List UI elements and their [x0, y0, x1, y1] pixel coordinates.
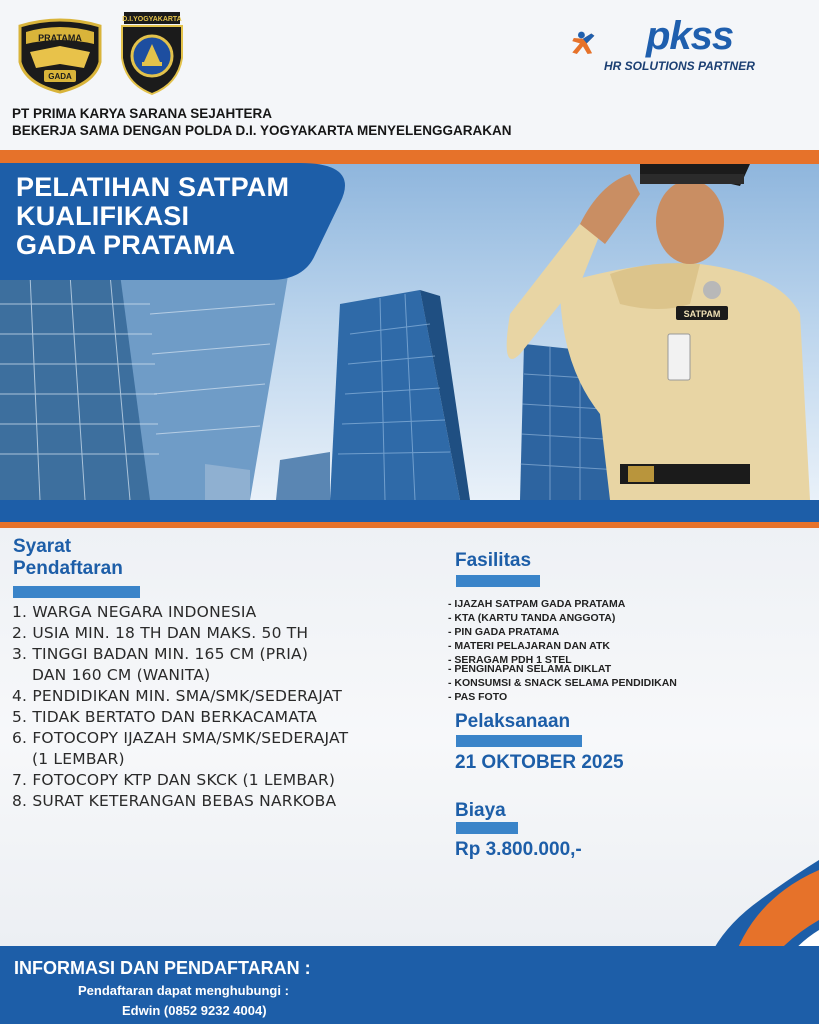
schedule-underline: [456, 735, 582, 747]
facility-item: - PENGINAPAN SELAMA DIKLAT: [448, 663, 612, 675]
requirement-item-continuation: (1 LEMBAR): [32, 750, 125, 768]
satpam-badge: SATPAM: [683, 309, 721, 319]
gada-logo-top-text: PRATAMA: [38, 33, 82, 43]
facility-item: - PAS FOTO: [448, 691, 508, 703]
cost-underline: [456, 822, 518, 834]
cost-title: Biaya: [455, 800, 506, 821]
title-line-2: KUALIFIKASI: [16, 201, 190, 231]
requirement-item: 1. WARGA NEGARA INDONESIA: [12, 603, 257, 621]
blue-divider: [0, 500, 819, 522]
pkss-brand-name: pkss: [646, 14, 734, 58]
polda-diy-logo: [118, 10, 186, 96]
requirement-item: 2. USIA MIN. 18 TH DAN MAKS. 50 TH: [12, 624, 309, 642]
footer-contact-intro: Pendaftaran dapat menghubungi :: [78, 983, 289, 998]
requirements-title-line2: Pendaftaran: [13, 558, 123, 579]
facility-item: - KTA (KARTU TANDA ANGGOTA): [448, 612, 616, 624]
polda-logo-text: D.I.YOGYAKARTA: [122, 16, 182, 23]
facility-item: - MATERI PELAJARAN DAN ATK: [448, 640, 610, 652]
footer-contact-person[interactable]: Edwin (0852 9232 4004): [122, 1003, 267, 1018]
gada-pratama-logo: [14, 18, 106, 94]
requirement-item: 8. SURAT KETERANGAN BEBAS NARKOBA: [12, 792, 337, 810]
requirements-title-line1: Syarat: [13, 536, 72, 557]
requirement-item: 5. TIDAK BERTATO DAN BERKACAMATA: [12, 708, 318, 726]
requirement-item: 6. FOTOCOPY IJAZAH SMA/SMK/SEDERAJAT: [12, 729, 349, 747]
requirement-item: 3. TINGGI BADAN MIN. 165 CM (PRIA): [12, 645, 309, 663]
title-line-3: GADA PRATAMA: [16, 230, 236, 260]
facility-item: - PIN GADA PRATAMA: [448, 626, 560, 638]
orange-divider: [0, 150, 819, 164]
facility-item: - IJAZAH SATPAM GADA PRATAMA: [448, 598, 626, 610]
cooperation-statement: BEKERJA SAMA DENGAN POLDA D.I. YOGYAKARTA MENYELENGGARAKAN: [12, 123, 512, 138]
pkss-tagline: HR SOLUTIONS PARTNER: [604, 59, 755, 73]
cost-amount: Rp 3.800.000,-: [455, 839, 582, 860]
schedule-date: 21 OKTOBER 2025: [455, 752, 624, 773]
requirement-item-continuation: DAN 160 CM (WANITA): [32, 666, 211, 684]
facilities-underline: [456, 575, 540, 587]
title-line-1: PELATIHAN SATPAM: [16, 172, 290, 202]
schedule-title: Pelaksanaan: [455, 711, 571, 732]
footer-title: INFORMASI DAN PENDAFTARAN :: [14, 958, 311, 978]
facility-item: - SERAGAM PDH 1 STEL: [448, 654, 572, 666]
requirement-item: 7. FOTOCOPY KTP DAN SKCK (1 LEMBAR): [12, 771, 336, 789]
requirement-item: 4. PENDIDIKAN MIN. SMA/SMK/SEDERAJAT: [12, 687, 342, 705]
gada-logo-bottom-text: GADA: [48, 72, 72, 81]
facilities-title: Fasilitas: [455, 550, 532, 571]
company-name: PT PRIMA KARYA SARANA SEJAHTERA: [12, 106, 273, 121]
facility-item: - KONSUMSI & SNACK SELAMA PENDIDIKAN: [448, 677, 677, 689]
requirements-underline: [13, 586, 140, 598]
